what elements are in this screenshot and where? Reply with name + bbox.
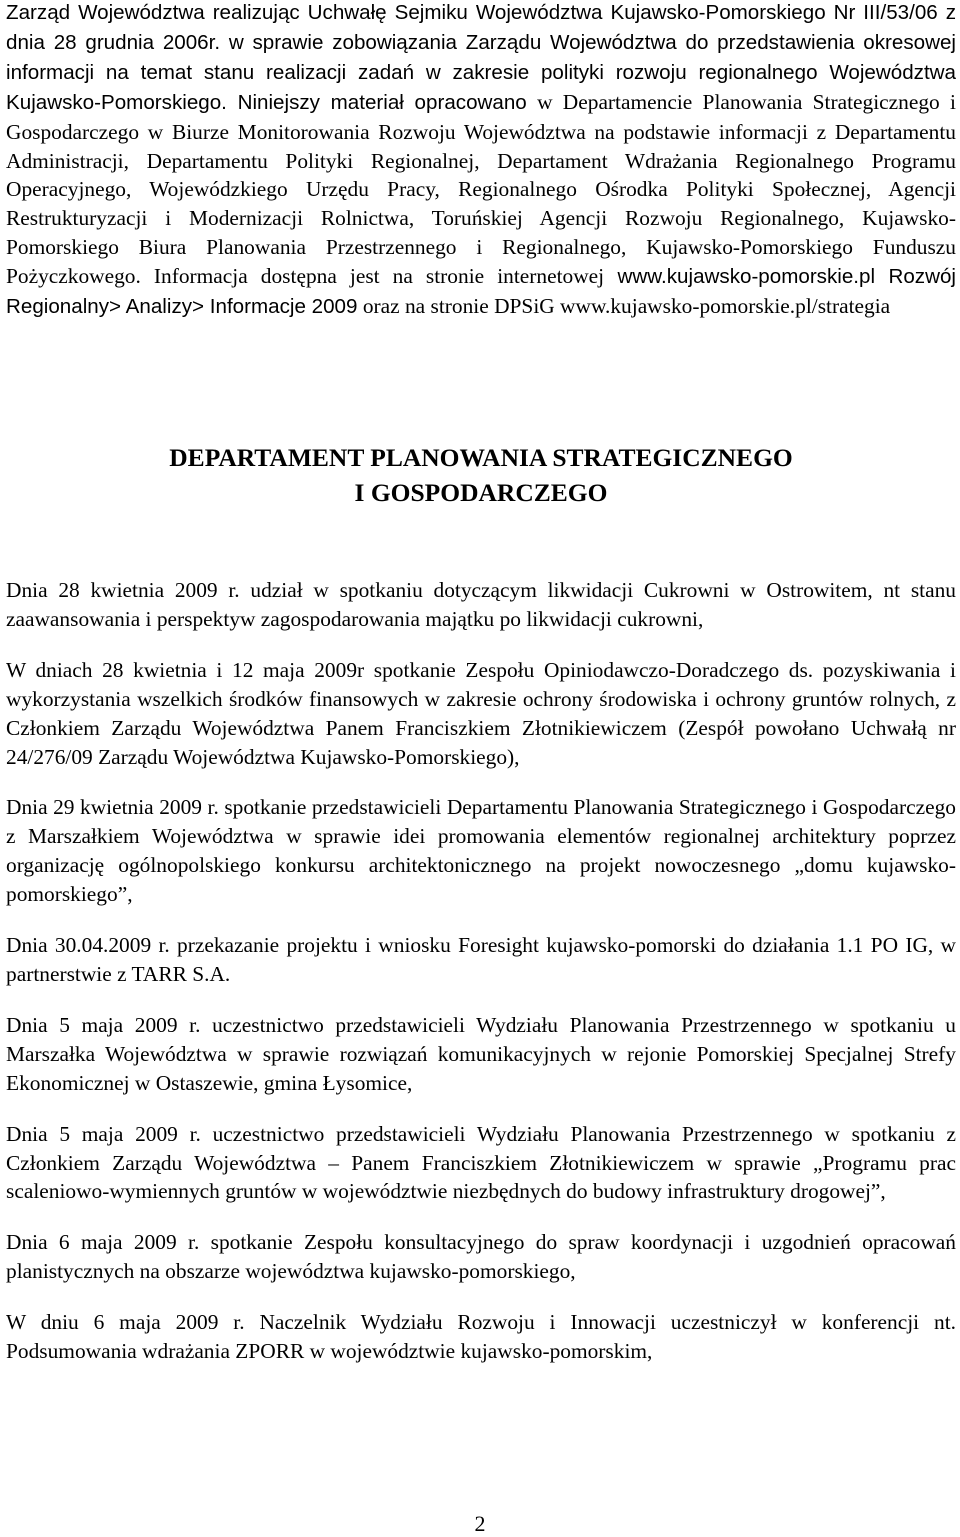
intro-text-part3: w Departamencie Planowania Strategicznego i Gospodarczego w Biurze Monitorowania Rozwoju Województwa na podstawie informacji z Departamentu Administracji, Departamentu Polityki Regionalnej, Departament Wdrażania Regionalnego Programu Operacyjnego, Wojewódzkiego Urzędu Pracy, Regionalnego Ośrodka Polityki Społecznej, Agencji Restrukturyzacji i Modernizacji Rolnictwa, Toruńskiej Agencji Rozwoju Regionalnego, Kujawsko-Pomorskiego Biura Planowania Przestrzennego i Regionalnego, Kujawsko-Pomorskiego Funduszu Pożyczkowego. Informacja dostępna jest na stronie internetowej [6,89,956,289]
activity-entry: Dnia 28 kwietnia 2009 r. udział w spotkaniu dotyczącym likwidacji Cukrowni w Ostrowitem, nt stanu zaawansowania i perspektyw zagospodarowania majątku po likwidacji cukrowni, [6,578,956,631]
intro-text-part2: Niniejszy materiał opracowano [226,90,527,114]
intro-paragraph [6,0,956,322]
intro-text-part1: Zarząd Województwa realizując Uchwałę Sejmiku Województwa Kujawsko-Pomorskiego Nr III/53/06 z dnia 28 grudnia 2006r. w sprawie zobowiązania Zarządu Województwa do przedstawienia okresowej informacji na temat stanu realizacji zadań w zakresie polityki rozwoju regionalnego Województwa Kujawsko-Pomorskiego. [6,1,956,114]
department-heading-line1: DEPARTAMENT PLANOWANIA STRATEGICZNEGO [169,443,793,472]
activity-entry: Dnia 29 kwietnia 2009 r. spotkanie przedstawicieli Departamentu Planowania Strategicznego i Gospodarczego z Marszałkiem Województwa w sprawie idei promowania elementów regionalnej architektury poprzez organizację ogólnopolskiego konkursu architektonicznego na projekt nowoczesnego „domu kujawsko-pomorskiego”, [6,795,956,907]
activity-entry: Dnia 30.04.2009 r. przekazanie projektu i wniosku Foresight kujawsko-pomorski do działania 1.1 PO IG, w partnerstwie z TARR S.A. [6,933,956,986]
activity-entry: Dnia 5 maja 2009 r. uczestnictwo przedstawicieli Wydziału Planowania Przestrzennego w spotkaniu u Marszałka Województwa w sprawie rozwiązań komunikacyjnych w rejonie Pomorskiej Specjalnej Strefy Ekonomicznej w Ostaszewie, gmina Łysomice, [6,1012,956,1095]
department-heading [6,440,956,510]
activity-entry: Dnia 5 maja 2009 r. uczestnictwo przedstawicieli Wydziału Planowania Przestrzennego w spotkaniu z Członkiem Zarządu Województwa – Panem Franciszkiem Złotnikiewiczem w sprawie „Programu prac scaleniowo-wymiennych gruntów w województwie niezbędnych do budowy infrastruktury drogowej”, [6,1121,956,1204]
intro-text-part5: oraz na stronie DPSiG www.kujawsko-pomorskie.pl/strategia [357,294,891,319]
page-number: 2 [474,1511,486,1536]
intro-website-link: www.kujawsko-pomorskie.pl Rozwój Regionalny> Analizy> Informacje 2009 [6,265,957,319]
activity-entry: W dniu 6 maja 2009 r. Naczelnik Wydziału Rozwoju i Innowacji uczestniczył w konferencji nt. Podsumowania wdrażania ZPORR w województwie kujawsko-pomorskim, [6,1310,956,1364]
activity-entry: W dniach 28 kwietnia i 12 maja 2009r spotkanie Zespołu Opiniodawczo-Doradczego ds. pozyskiwania i wykorzystania wszelkich środków finansowych w zakresie ochrony środowiska i ochrony gruntów rolnych, z Członkiem Zarządu Województwa Panem Franciszkiem Złotnikiewiczem (Zespół powołano Uchwałą nr 24/276/09 Zarządu Województwa Kujawsko-Pomorskiego), [6,657,956,769]
department-heading-line2: I GOSPODARCZEGO [354,478,608,507]
activity-entries-list [6,576,956,1388]
activity-entry: Dnia 6 maja 2009 r. spotkanie Zespołu konsultacyjnego do spraw koordynacji i uzgodnień opracowań planistycznych na obszarze województwa kujawsko-pomorskiego, [6,1230,956,1284]
